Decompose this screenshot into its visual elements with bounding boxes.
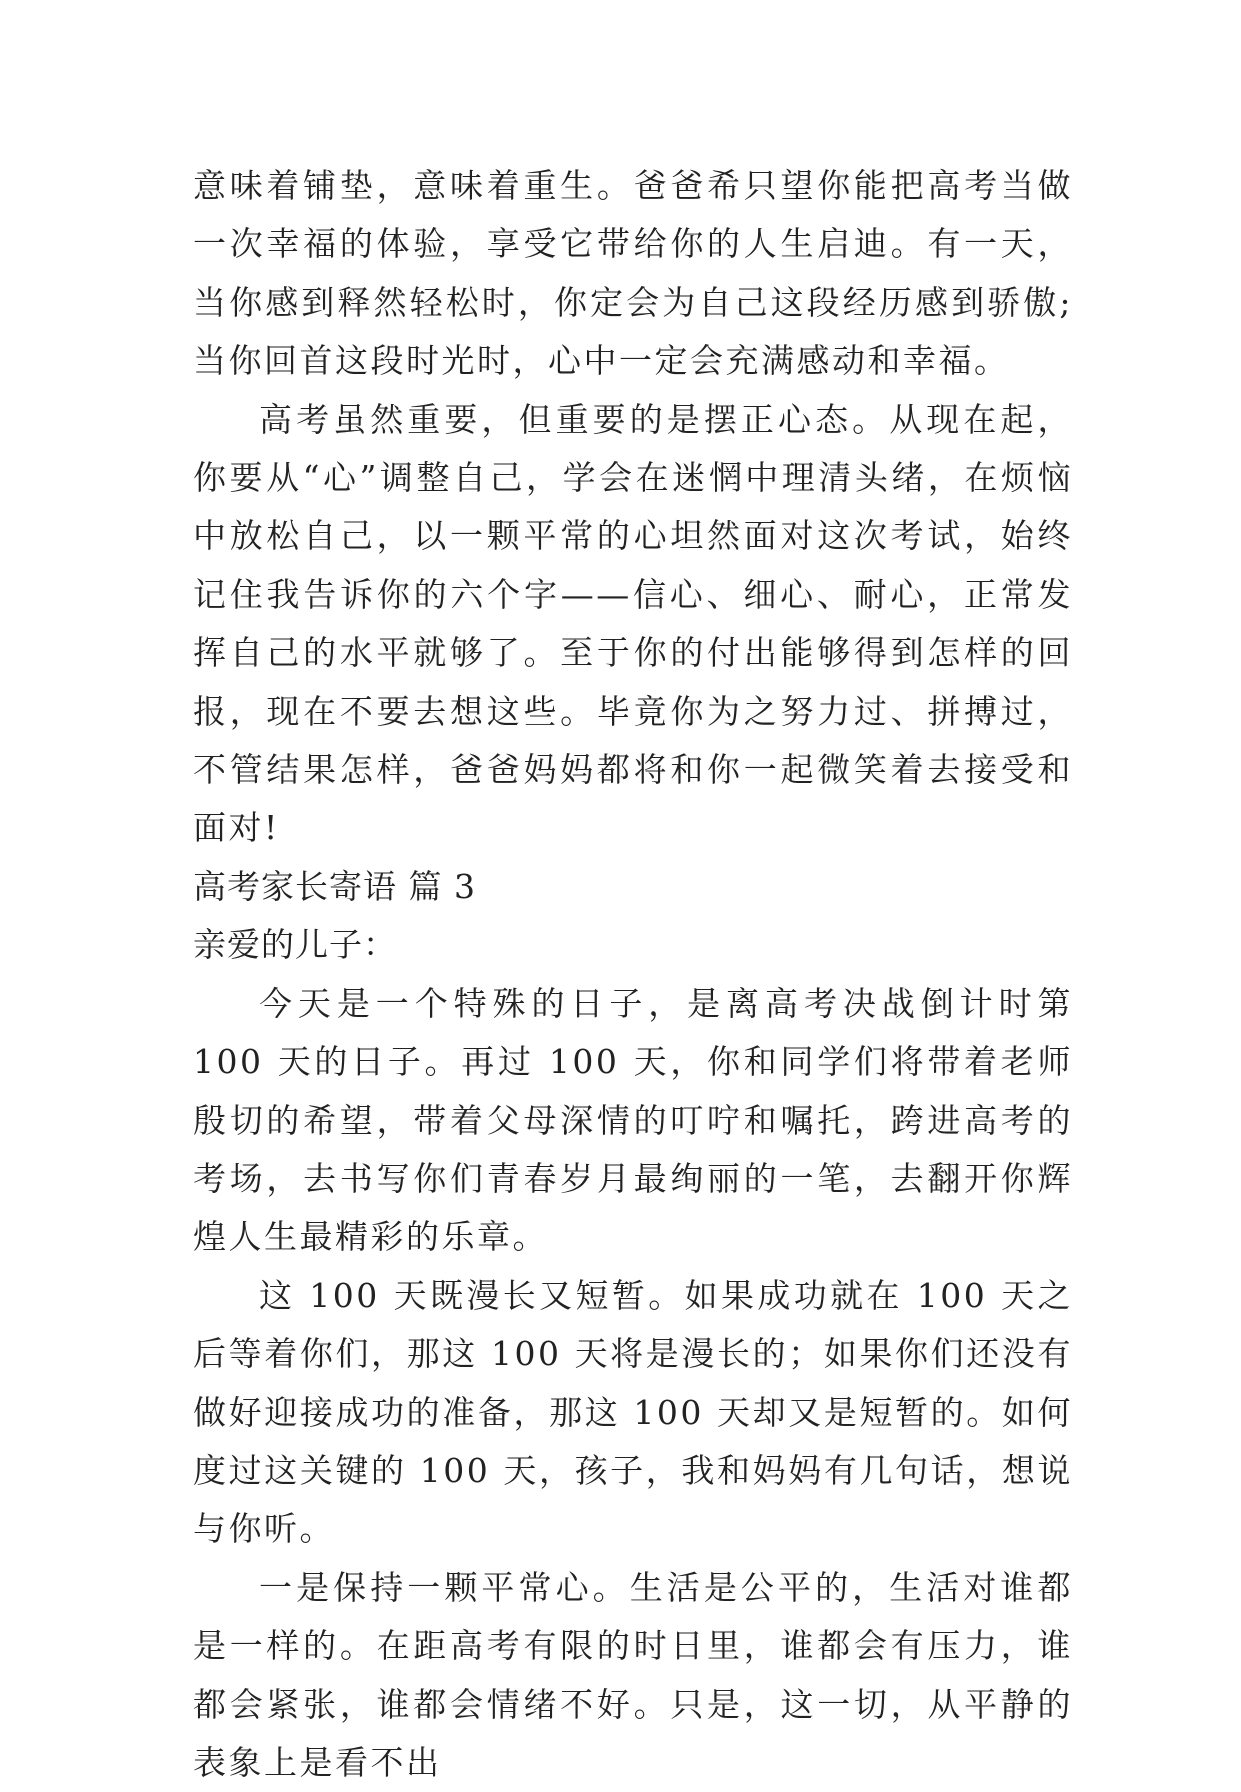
paragraph-1: 意味着铺垫，意味着重生。爸爸希只望你能把高考当做一次幸福的体验，享受它带给你的人生启迪。有一天，当你感到释然轻松时，你定会为自己这段经历感到骄傲;当你回首这段时光时，心中一定会充满感动和幸福。 — [193, 166, 1073, 381]
document-body — [193, 157, 1073, 1792]
paragraph-4: 这 100 天既漫长又短暂。如果成功就在 100 天之后等着你们，那这 100 天将是漫长的；如果你们还没有做好迎接成功的准备，那这 100 天却又是短暂的。如何度过这关键的 100 天，孩子，我和妈妈有几句话，想说与你听。 — [193, 1275, 1073, 1549]
section-heading: 高考家长寄语 篇 3 — [193, 866, 476, 906]
paragraph-2: 高考虽然重要，但重要的是摆正心态。从现在起，你要从“心”调整自己，学会在迷惘中理清头绪，在烦恼中放松自己，以一颗平常的心坦然面对这次考试，始终记住我告诉你的六个字——信心、细心、耐心，正常发挥自己的水平就够了。至于你的付出能够得到怎样的回报，现在不要去想这些。毕竟你为之努力过、拼搏过，不管结果怎样，爸爸妈妈都将和你一起微笑着去接受和面对! — [193, 399, 1073, 848]
paragraph-5: 一是保持一颗平常心。生活是公平的，生活对谁都是一样的。在距高考有限的时日里，谁都会有压力，谁都会紧张，谁都会情绪不好。只是，这一切，从平静的表象上是看不出 — [193, 1567, 1073, 1782]
paragraph-3: 今天是一个特殊的日子，是离高考决战倒计时第 100 天的日子。再过 100 天，你和同学们将带着老师殷切的希望，带着父母深情的叮咛和嘱托，跨进高考的考场，去书写你们青春岁月最绚丽的一笔，去翻开你辉煌人生最精彩的乐章。 — [193, 983, 1073, 1257]
salutation: 亲爱的儿子： — [193, 925, 397, 965]
